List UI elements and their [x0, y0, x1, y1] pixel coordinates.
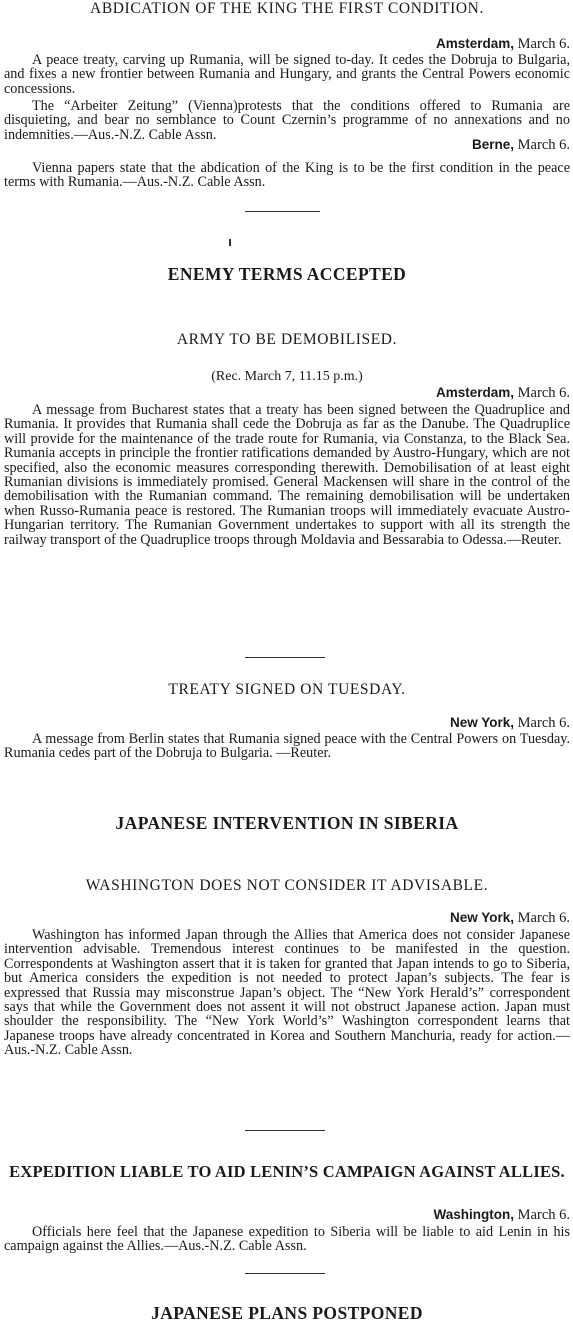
- article-paragraph: A message from Bucharest states that a treaty has been signed between the Quadruplice and Rumania. It provides that Rumania shall cede the Dobruja as far as the Danube. The Quadruplice will provide for the maintenance of the trade route for Rumania, via Constanza, to the Black Sea. Rumania accepts in principle the frontier ratifications demanded by Austro-Hungary, which are not specified, also the economic measures corresponding therewith. Demobilisation of at least eight Rumanian divisions is immediately promised. General Mackensen will share in the control of the demobilisation with the Rumanian command. The remaining demobilisation will be undertaken when Russo-Rumania peace is restored. The Rumanian troops will immediately evacuate Austro-Hungarian territory. The Rumanian Government undertakes to support with all its strength the railway transport of the Quadruplice troops through Moldavia and Bessarabia to Odessa.—Reuter.: [4, 402, 570, 548]
- received-note: (Rec. March 7, 11.15 p.m.): [211, 369, 363, 384]
- column-rule: [245, 657, 325, 658]
- article-paragraph: A peace treaty, carving up Rumania, will be signed to-day. It cedes the Dobruja to Bulgaria, and fixes a new frontier between Rumania and Hungary, and grants the Central Powers economic concessions.: [4, 52, 570, 97]
- article-headline: EXPEDITION LIABLE TO AID LENIN’S CAMPAIGN AGAINST ALLIES.: [9, 1162, 565, 1181]
- dateline-date: March 6.: [514, 910, 570, 926]
- article-paragraph: Officials here feel that the Japanese expedition to Siberia will be liable to aid Lenin in his campaign against the Allies.—Aus.-N.Z. Cable Assn.: [4, 1224, 570, 1255]
- dateline-place: Berne,: [472, 137, 515, 152]
- dateline: [4, 1206, 573, 1224]
- article-subheading: TREATY SIGNED ON TUESDAY.: [168, 681, 406, 698]
- article-headline: ENEMY TERMS ACCEPTED: [167, 264, 407, 284]
- dateline: [4, 714, 573, 732]
- article-paragraph: A message from Berlin states that Rumania signed peace with the Central Powers on Tuesday. Rumania cedes part of the Dobruja to Bulgaria. —Reuter.: [4, 731, 570, 762]
- article-paragraph: The “Arbeiter Zeitung” (Vienna)protests that the conditions offered to Rumania are disquieting, and bear no semblance to Count Czernin’s programme of no annexations and no indemnities.—Aus.-N.Z. Cable Assn.: [4, 98, 570, 143]
- dateline-place: New York,: [450, 715, 515, 730]
- article-paragraph: Vienna papers state that the abdication of the King is to be the first condition in the peace terms with Rumania.—Aus.-N.Z. Cable Assn.: [4, 160, 570, 191]
- dateline-date: March 6.: [514, 137, 570, 153]
- article-subheading: ARMY TO BE DEMOBILISED.: [176, 331, 398, 348]
- dateline-place: Washington,: [433, 1207, 515, 1222]
- dateline-place: Amsterdam,: [436, 385, 515, 400]
- article-headline: JAPANESE INTERVENTION IN SIBERIA: [115, 813, 459, 833]
- print-mark: [229, 239, 231, 246]
- dateline: [4, 909, 573, 927]
- article-subheading: WASHINGTON DOES NOT CONSIDER IT ADVISABLE.: [85, 877, 489, 894]
- dateline-date: March 6.: [514, 36, 570, 52]
- article-headline: JAPANESE PLANS POSTPONED: [151, 1303, 423, 1323]
- dateline: [4, 136, 573, 154]
- dateline: [4, 35, 573, 53]
- column-rule: [245, 211, 320, 212]
- dateline-date: March 6.: [514, 385, 570, 401]
- dateline: [4, 384, 573, 402]
- column-rule: [245, 1273, 325, 1274]
- article-subheading: ABDICATION OF THE KING THE FIRST CONDITION.: [90, 0, 484, 17]
- dateline-date: March 6.: [514, 1207, 570, 1223]
- dateline-place: New York,: [450, 910, 515, 925]
- dateline-date: March 6.: [514, 715, 570, 731]
- dateline-place: Amsterdam,: [436, 36, 515, 51]
- column-rule: [245, 1130, 325, 1131]
- article-paragraph: Washington has informed Japan through the Allies that America does not consider Japanese intervention advisable. Tremendous interest continues to be manifested in the question. Correspondents at Washington assert that it is taken for granted that Japan intends to go to Siberia, but America considers the expedition is not needed to protect Japan’s subjects. The fear is expressed that Russia may misconstrue Japan’s object. The “New York Herald’s” correspondent says that while the Government does not assent it will not obstruct Japanese action. Japan must shoulder the responsibility. The “New York World’s” Washington correspondent learns that Japanese troops have already concentrated in Korea and Southern Manchuria, ready for action.—Aus.-N.Z. Cable Assn.: [4, 927, 570, 1059]
